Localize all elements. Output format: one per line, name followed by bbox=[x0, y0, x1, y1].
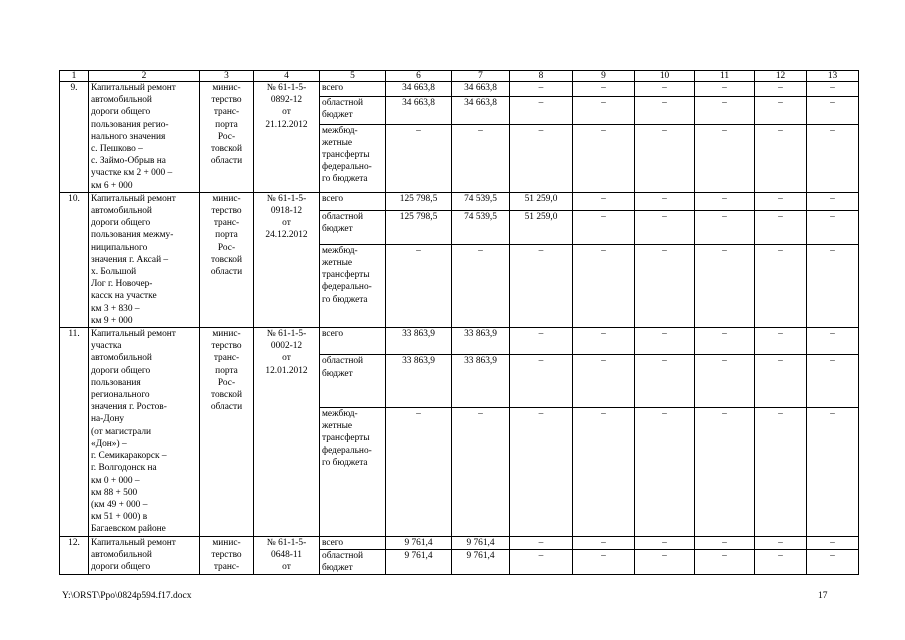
amount-cell: 33 863,9 bbox=[386, 328, 452, 355]
column-number: 5 bbox=[320, 71, 386, 82]
responsible-executor: минис- терство транс- порта Рос- товской области bbox=[200, 192, 254, 327]
funding-source: межбюд- жетные трансферты федерально- го бюджета bbox=[320, 408, 386, 536]
amount-cell: – bbox=[755, 192, 807, 210]
column-number: 6 bbox=[386, 71, 452, 82]
amount-cell: – bbox=[695, 124, 755, 192]
table-row bbox=[60, 192, 859, 210]
column-number: 12 bbox=[755, 71, 807, 82]
column-number: 3 bbox=[200, 71, 254, 82]
amount-cell: – bbox=[695, 96, 755, 124]
amount-cell: – bbox=[635, 82, 695, 97]
column-number: 7 bbox=[452, 71, 510, 82]
column-number: 2 bbox=[89, 71, 200, 82]
amount-cell: – bbox=[635, 536, 695, 549]
amount-cell: 74 539,5 bbox=[452, 210, 510, 244]
amount-cell: – bbox=[807, 244, 859, 327]
contract-number: № 61-1-5- 0002-12 от 12.01.2012 bbox=[254, 328, 320, 536]
column-number: 9 bbox=[573, 71, 635, 82]
amount-cell: 34 663,8 bbox=[452, 82, 510, 97]
amount-cell: – bbox=[695, 549, 755, 574]
amount-cell: – bbox=[573, 408, 635, 536]
entry-number: 12. bbox=[60, 536, 89, 575]
amount-cell: 34 663,8 bbox=[386, 96, 452, 124]
contract-number: № 61-1-5- 0892-12 от 21.12.2012 bbox=[254, 82, 320, 193]
amount-cell: – bbox=[695, 210, 755, 244]
amount-cell: – bbox=[807, 549, 859, 574]
amount-cell: – bbox=[755, 328, 807, 355]
amount-cell: – bbox=[755, 210, 807, 244]
object-description: Капитальный ремонт автомобильной дороги общего bbox=[89, 536, 200, 575]
funding-source: областной бюджет bbox=[320, 549, 386, 574]
amount-cell: 9 761,4 bbox=[386, 549, 452, 574]
amount-cell: – bbox=[755, 355, 807, 408]
amount-cell: – bbox=[695, 328, 755, 355]
amount-cell: – bbox=[635, 124, 695, 192]
funding-source: всего bbox=[320, 192, 386, 210]
funding-source: областной бюджет bbox=[320, 96, 386, 124]
funding-source: всего bbox=[320, 82, 386, 97]
amount-cell: – bbox=[452, 244, 510, 327]
amount-cell: – bbox=[807, 82, 859, 97]
amount-cell: – bbox=[755, 96, 807, 124]
amount-cell: – bbox=[510, 536, 573, 549]
object-description: Капитальный ремонт автомобильной дороги общего пользования межму- ниципального значения г. Аксай – х. Большой Лог г. Новочер- касск на участке км 3 + 830 – км 9 + 000 bbox=[89, 192, 200, 327]
amount-cell: – bbox=[573, 536, 635, 549]
amount-cell: – bbox=[807, 124, 859, 192]
amount-cell: 9 761,4 bbox=[386, 536, 452, 549]
amount-cell: – bbox=[573, 244, 635, 327]
amount-cell: – bbox=[635, 408, 695, 536]
column-number: 1 bbox=[60, 71, 89, 82]
funding-source: всего bbox=[320, 328, 386, 355]
amount-cell: – bbox=[635, 549, 695, 574]
table-row bbox=[60, 82, 859, 97]
amount-cell: – bbox=[635, 96, 695, 124]
amount-cell: 125 798,5 bbox=[386, 210, 452, 244]
amount-cell: 9 761,4 bbox=[452, 549, 510, 574]
funding-source: областной бюджет bbox=[320, 355, 386, 408]
amount-cell: – bbox=[807, 192, 859, 210]
amount-cell: – bbox=[510, 96, 573, 124]
responsible-executor: минис- терство транс- порта Рос- товской области bbox=[200, 82, 254, 193]
amount-cell: – bbox=[510, 328, 573, 355]
column-number: 11 bbox=[695, 71, 755, 82]
amount-cell: – bbox=[635, 328, 695, 355]
table-row bbox=[60, 536, 859, 549]
amount-cell: – bbox=[635, 192, 695, 210]
funding-source: межбюд- жетные трансферты федерально- го бюджета bbox=[320, 124, 386, 192]
amount-cell: – bbox=[807, 408, 859, 536]
amount-cell: – bbox=[755, 536, 807, 549]
amount-cell: – bbox=[807, 210, 859, 244]
funding-source: межбюд- жетные трансферты федерально- го бюджета bbox=[320, 244, 386, 327]
amount-cell: 9 761,4 bbox=[452, 536, 510, 549]
responsible-executor: минис- терство транс- bbox=[200, 536, 254, 575]
footer-page-number: 17 bbox=[818, 591, 828, 601]
amount-cell: – bbox=[755, 408, 807, 536]
amount-cell: – bbox=[452, 408, 510, 536]
amount-cell: – bbox=[807, 536, 859, 549]
amount-cell: 33 863,9 bbox=[452, 328, 510, 355]
funding-source: всего bbox=[320, 536, 386, 549]
amount-cell: – bbox=[510, 244, 573, 327]
amount-cell: – bbox=[573, 124, 635, 192]
column-number: 4 bbox=[254, 71, 320, 82]
amount-cell: – bbox=[573, 210, 635, 244]
funding-source: областной бюджет bbox=[320, 210, 386, 244]
program-table bbox=[59, 70, 859, 575]
amount-cell: – bbox=[695, 355, 755, 408]
amount-cell: 74 539,5 bbox=[452, 192, 510, 210]
amount-cell: 51 259,0 bbox=[510, 192, 573, 210]
amount-cell: – bbox=[573, 82, 635, 97]
column-number: 8 bbox=[510, 71, 573, 82]
amount-cell: – bbox=[573, 549, 635, 574]
footer-file-path: Y:\ORST\Ppo\0824p594.f17.docx bbox=[62, 591, 192, 601]
amount-cell: – bbox=[510, 124, 573, 192]
amount-cell: – bbox=[635, 355, 695, 408]
contract-number: № 61-1-5- 0648-11 от bbox=[254, 536, 320, 575]
amount-cell: – bbox=[695, 82, 755, 97]
amount-cell: – bbox=[510, 82, 573, 97]
contract-number: № 61-1-5- 0918-12 от 24.12.2012 bbox=[254, 192, 320, 327]
amount-cell: 51 259,0 bbox=[510, 210, 573, 244]
amount-cell: – bbox=[755, 82, 807, 97]
amount-cell: – bbox=[510, 408, 573, 536]
amount-cell: – bbox=[695, 536, 755, 549]
amount-cell: – bbox=[386, 244, 452, 327]
amount-cell: – bbox=[386, 124, 452, 192]
amount-cell: – bbox=[573, 328, 635, 355]
column-number-row bbox=[60, 71, 859, 82]
amount-cell: – bbox=[510, 355, 573, 408]
amount-cell: – bbox=[695, 192, 755, 210]
amount-cell: – bbox=[386, 408, 452, 536]
amount-cell: – bbox=[573, 96, 635, 124]
amount-cell: 33 863,9 bbox=[452, 355, 510, 408]
amount-cell: 33 863,9 bbox=[386, 355, 452, 408]
table-row bbox=[60, 328, 859, 355]
column-number: 13 bbox=[807, 71, 859, 82]
amount-cell: 125 798,5 bbox=[386, 192, 452, 210]
amount-cell: – bbox=[573, 192, 635, 210]
amount-cell: – bbox=[635, 244, 695, 327]
entry-number: 10. bbox=[60, 192, 89, 327]
object-description: Капитальный ремонт участка автомобильной дороги общего пользования регионального значения г. Ростов- на-Дону (от магистрали «Дон») – г. Семикаракорск – г. Волгодонск на км 0 + 000 – км 88 + 500 (км 49 + 000 – км 51 + 000) в Багаевском районе bbox=[89, 328, 200, 536]
amount-cell: – bbox=[573, 355, 635, 408]
amount-cell: 34 663,8 bbox=[386, 82, 452, 97]
amount-cell: – bbox=[807, 96, 859, 124]
object-description: Капитальный ремонт автомобильной дороги общего пользования регио- нального значения с. Пешково – с. Займо-Обрыв на участке км 2 + 000 – км 6 + 000 bbox=[89, 82, 200, 193]
entry-number: 11. bbox=[60, 328, 89, 536]
amount-cell: – bbox=[807, 328, 859, 355]
amount-cell: – bbox=[807, 355, 859, 408]
amount-cell: – bbox=[695, 244, 755, 327]
amount-cell: – bbox=[695, 408, 755, 536]
amount-cell: – bbox=[452, 124, 510, 192]
amount-cell: – bbox=[635, 210, 695, 244]
responsible-executor: минис- терство транс- порта Рос- товской области bbox=[200, 328, 254, 536]
amount-cell: – bbox=[755, 244, 807, 327]
amount-cell: 34 663,8 bbox=[452, 96, 510, 124]
amount-cell: – bbox=[755, 549, 807, 574]
amount-cell: – bbox=[510, 549, 573, 574]
amount-cell: – bbox=[755, 124, 807, 192]
column-number: 10 bbox=[635, 71, 695, 82]
entry-number: 9. bbox=[60, 82, 89, 193]
